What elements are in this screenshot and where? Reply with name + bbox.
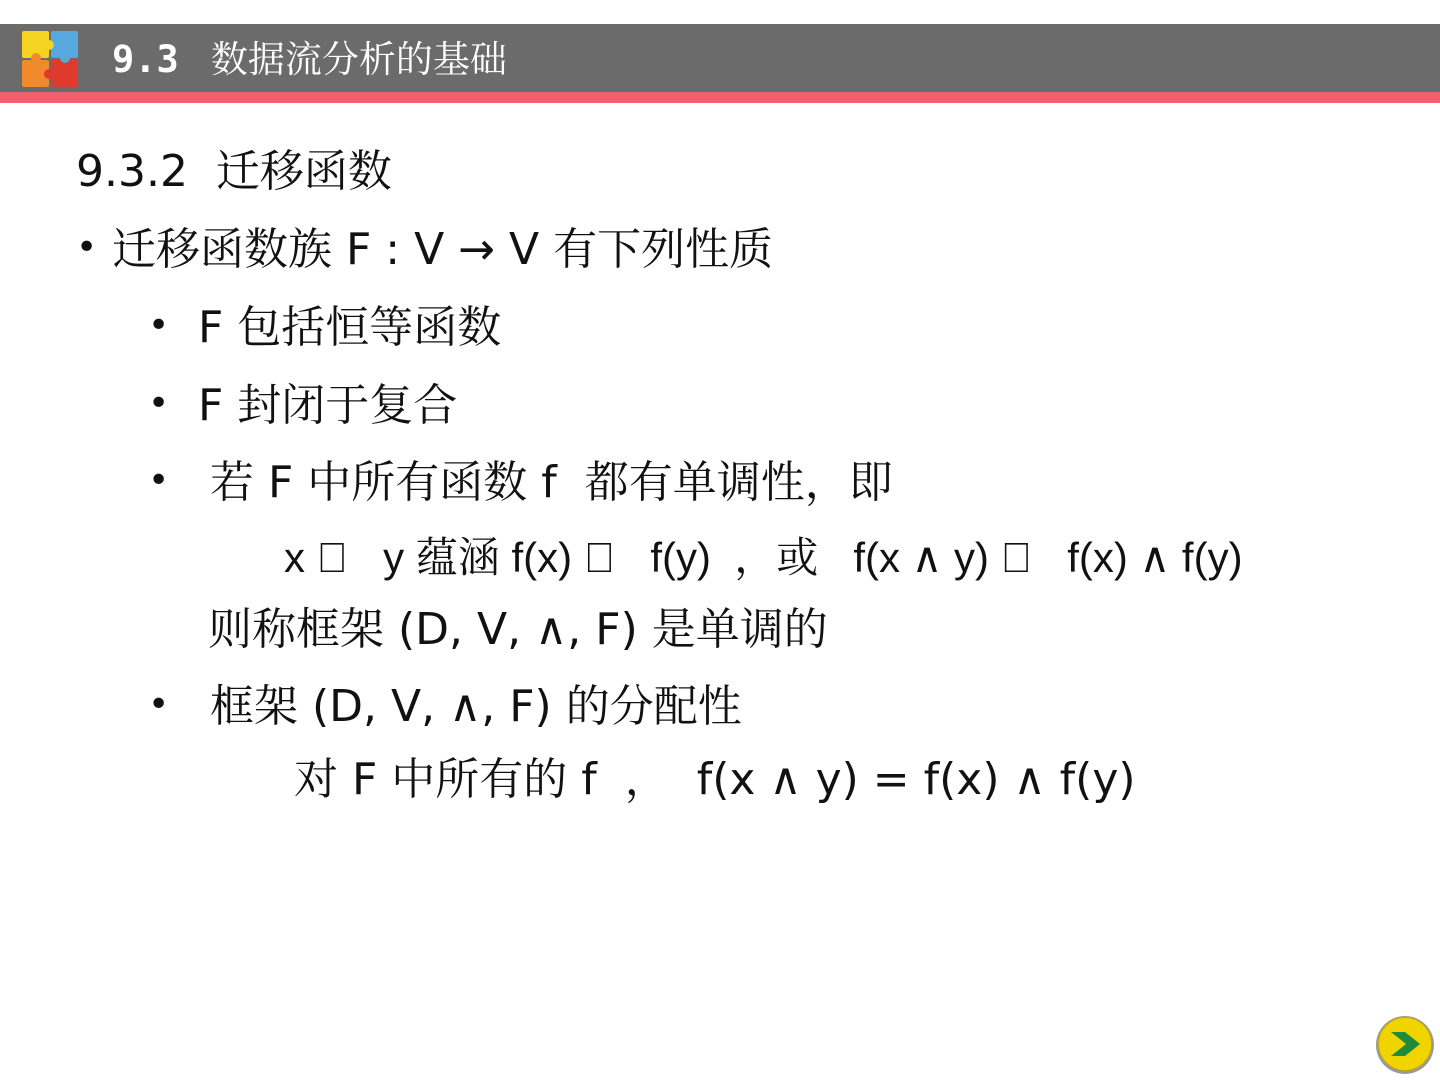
monotone-formula: x y 蕴涵 f(x) f(y) ，或 f(x ∧ y) f(x) ∧ f(y)	[284, 534, 1184, 581]
bullet-main-dot: •	[76, 227, 98, 268]
next-arrow-icon	[1389, 1030, 1423, 1058]
sub-bullet-1-dot: •	[148, 305, 170, 346]
sub-bullet-4-dot: •	[148, 684, 170, 725]
monotone-conclusion: 则称框架 (D, V, ∧, F) 是单调的	[208, 604, 828, 655]
sub-bullet-3-dot: •	[148, 460, 170, 501]
puzzle-logo-icon	[22, 31, 78, 87]
sub-bullet-1-text: F 包括恒等函数	[198, 302, 502, 353]
next-slide-button[interactable]	[1376, 1016, 1434, 1074]
sub-bullet-3-text: 若 F 中所有函数 f 都有单调性，即	[196, 457, 893, 508]
header-stripe	[0, 92, 1440, 103]
section-number: 9.3	[112, 38, 179, 81]
section-title: 数据流分析的基础	[210, 38, 507, 81]
bullet-main-text: 迁移函数族 F : V → V 有下列性质	[112, 224, 774, 275]
sub-bullet-2-text: F 封闭于复合	[198, 380, 458, 431]
subheading: 9.3.2 迁移函数	[76, 146, 392, 197]
distributive-formula: 对 F 中所有的 f ， f(x ∧ y) = f(x) ∧ f(y)	[294, 754, 1136, 805]
page-title	[112, 38, 507, 82]
sub-bullet-2-dot: •	[148, 383, 170, 424]
next-button-face	[1378, 1017, 1432, 1071]
sub-bullet-4-text: 框架 (D, V, ∧, F) 的分配性	[196, 681, 742, 732]
